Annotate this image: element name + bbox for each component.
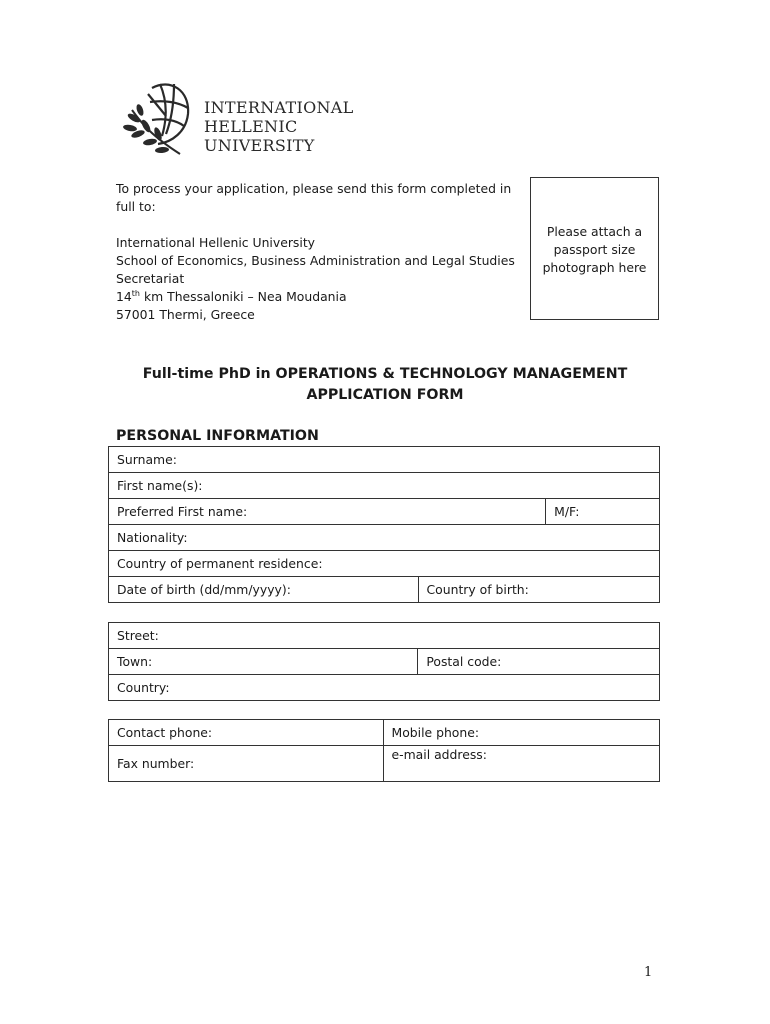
university-logo xyxy=(122,80,362,158)
street-field[interactable]: Street: xyxy=(109,623,660,649)
town-field[interactable]: Town: xyxy=(109,649,418,675)
gender-field[interactable]: M/F: xyxy=(546,499,660,525)
date-of-birth-field[interactable]: Date of birth (dd/mm/yyyy): xyxy=(109,577,419,603)
address-line-2: School of Economics, Business Administration and Legal Studies xyxy=(116,253,515,268)
photo-attachment-box[interactable] xyxy=(530,177,659,320)
contact-table xyxy=(108,719,660,782)
section-heading: PERSONAL INFORMATION xyxy=(116,428,319,444)
mobile-phone-field[interactable]: Mobile phone: xyxy=(383,720,660,746)
table-row xyxy=(109,720,660,746)
country-of-birth-field[interactable]: Country of birth: xyxy=(418,577,660,603)
table-row xyxy=(109,473,660,499)
nationality-field[interactable]: Nationality: xyxy=(109,525,660,551)
surname-field[interactable]: Surname: xyxy=(109,447,660,473)
email-address-field[interactable]: e-mail address: xyxy=(383,746,660,782)
table-row xyxy=(109,577,660,603)
form-title-line-2: APPLICATION FORM xyxy=(306,387,464,403)
olive-globe-emblem-icon xyxy=(122,80,202,158)
address-line-3: Secretariat xyxy=(116,271,185,286)
mailing-address-block xyxy=(116,180,526,324)
first-names-field[interactable]: First name(s): xyxy=(109,473,660,499)
table-row xyxy=(109,447,660,473)
photo-box-line-3: photograph here xyxy=(542,260,647,275)
table-row xyxy=(109,623,660,649)
address-km-number: 14 xyxy=(116,289,132,304)
contact-phone-field[interactable]: Contact phone: xyxy=(109,720,384,746)
photo-box-line-2: passport size xyxy=(553,242,636,257)
logo-line-3: UNIVERSITY xyxy=(204,136,315,155)
logo-wordmark xyxy=(204,98,354,155)
fax-number-field[interactable]: Fax number: xyxy=(109,746,384,782)
table-row xyxy=(109,499,660,525)
form-title-line-1: Full-time PhD in OPERATIONS & TECHNOLOGY MANAGEMENT xyxy=(142,366,628,382)
page-number: 1 xyxy=(644,965,653,980)
postal-code-field[interactable]: Postal code: xyxy=(418,649,660,675)
personal-info-table xyxy=(108,446,660,603)
address-km-suffix: th xyxy=(131,288,140,298)
preferred-first-name-field[interactable]: Preferred First name: xyxy=(109,499,546,525)
table-row xyxy=(109,746,660,782)
address-km-rest: km Thessaloniki – Nea Moudania xyxy=(140,289,347,304)
table-row xyxy=(109,649,660,675)
logo-line-2: HELLENIC xyxy=(204,117,298,136)
photo-box-line-1: Please attach a xyxy=(546,224,643,239)
address-line-1: International Hellenic University xyxy=(116,235,316,250)
address-line-4 xyxy=(116,288,526,306)
country-of-residence-field[interactable]: Country of permanent residence: xyxy=(109,551,660,577)
address-instruction: To process your application, please send this form completed in full to: xyxy=(116,181,512,214)
address-table xyxy=(108,622,660,701)
address-line-5: 57001 Thermi, Greece xyxy=(116,307,255,322)
form-title xyxy=(90,364,680,406)
country-field[interactable]: Country: xyxy=(109,675,660,701)
logo-line-1: INTERNATIONAL xyxy=(204,98,354,117)
table-row xyxy=(109,675,660,701)
table-row xyxy=(109,551,660,577)
table-row xyxy=(109,525,660,551)
